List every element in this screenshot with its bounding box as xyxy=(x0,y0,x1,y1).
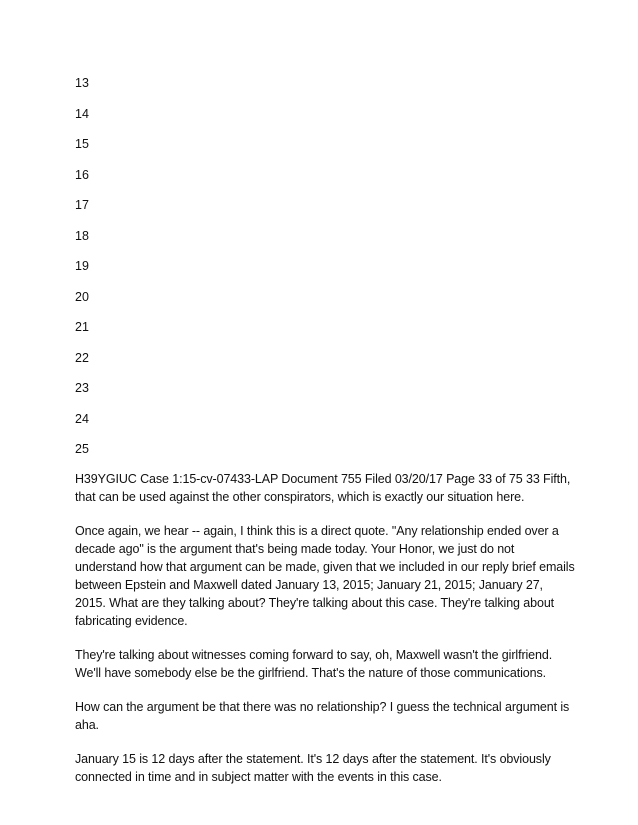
line-number: 20 xyxy=(75,289,89,304)
transcript-paragraph-header: H39YGIUC Case 1:15-cv-07433-LAP Document 755 Filed 03/20/17 Page 33 of 75 33 Fifth, that can be used against the other conspirators, which is exactly our situation here. xyxy=(75,472,571,504)
transcript-paragraph: How can the argument be that there was no relationship? I guess the technical argument is aha. xyxy=(75,700,570,732)
line-number: 24 xyxy=(75,411,89,426)
line-numbers xyxy=(75,74,89,471)
line-number: 16 xyxy=(75,167,89,182)
transcript-paragraph: Once again, we hear -- again, I think this is a direct quote. "Any relationship ended over a decade ago" is the argument that's being made today. Your Honor, we just do not understand how that argument can be made, given that we included in our reply brief emails between Epstein and Maxwell dated January 13, 2015; January 21, 2015; January 27, 2015. What are they talking about? They're talking about this case. They're talking about fabricating evidence. xyxy=(75,524,575,628)
line-number: 25 xyxy=(75,442,89,456)
transcript-paragraph: January 15 is 12 days after the statement. It's 12 days after the statement. It's obviously connected in time and in subject matter with the events in this case. xyxy=(75,752,551,784)
line-number: 21 xyxy=(75,320,89,334)
line-number: 19 xyxy=(75,259,89,273)
line-number: 18 xyxy=(75,228,89,243)
line-number: 17 xyxy=(75,198,89,212)
transcript-paragraph: They're talking about witnesses coming forward to say, oh, Maxwell wasn't the girlfriend. We'll have somebody else be the girlfriend. That's the nature of those communications. xyxy=(75,648,553,680)
line-number: 15 xyxy=(75,137,89,151)
line-number: 13 xyxy=(75,76,89,90)
line-number: 23 xyxy=(75,381,89,395)
transcript-body xyxy=(75,470,575,802)
line-number: 14 xyxy=(75,106,89,121)
line-number: 22 xyxy=(75,350,89,365)
